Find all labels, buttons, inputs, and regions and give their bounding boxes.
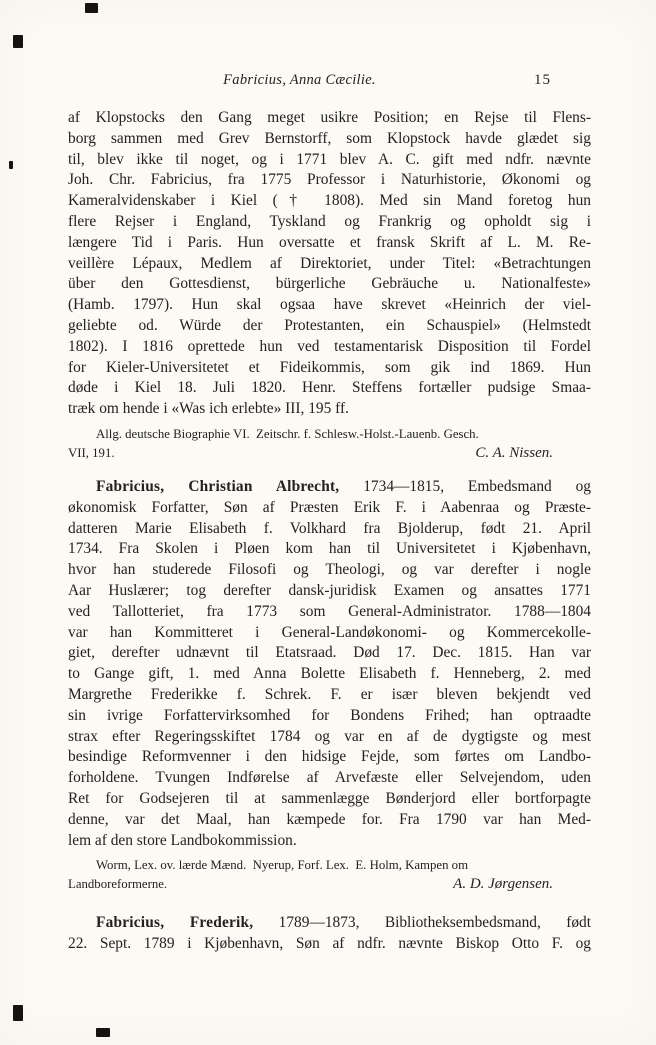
text-line: Aar Huslærer; tog derefter dansk-juridisk Examen og ansattes 1771 <box>68 581 591 599</box>
justified-lines <box>68 498 591 831</box>
text-line: længere Tid i Paris. Hun oversatte et fransk Skrift af L. M. Re- <box>68 233 591 251</box>
scan-artifact <box>9 161 13 169</box>
text-line: af Klopstocks den Gang meget usikre Position; en Rejse til Flens- <box>68 109 591 126</box>
text-line: forholdene. Tvungen Indførelse af Arvefæste eller Selvejendom, uden <box>68 769 591 787</box>
text-line: flere Rejser i England, Tyskland og Frankrig og opholdt sig i <box>68 212 591 230</box>
text-line: lem af den store Landbokommission. <box>68 831 297 849</box>
reference-row <box>68 875 591 894</box>
scan-artifact <box>13 35 23 48</box>
text-line: træk om hende i «Was ich erlebte» III, 195 ff. <box>68 400 349 418</box>
entry-first-line <box>68 913 591 934</box>
text-line: datteren Marie Elisabeth f. Volkhard fra Bjolderup, født 21. April <box>68 519 591 537</box>
text-line: to Gange gift, 1. med Anna Bolette Elisabeth f. Henneberg, 2. med <box>68 665 591 683</box>
reference-line: VII, 191. <box>68 445 115 460</box>
text-line: døde i Kiel 18. Juli 1820. Henr. Steffens fortæller pudsige Smaa- <box>68 379 591 397</box>
entry-first-line-rest: 1789—1873, Bibliotheksembedsmand, født <box>253 914 591 932</box>
text-line: Joh. Chr. Fabricius, fra 1775 Professor i Naturhistorie, Økonomi og <box>68 171 591 189</box>
reference-line: Landboreformerne. <box>68 877 168 892</box>
page-number: 15 <box>534 72 551 88</box>
text-line: sin ivrige Forfattervirksomhed for Bondens Frihed; han optraadte <box>68 706 591 724</box>
running-header <box>68 72 591 92</box>
text-line: borg sammen med Grev Bernstorff, som Klopstock havde glædet sig <box>68 129 591 147</box>
entry-frederik-text <box>68 913 591 955</box>
text-block <box>68 72 591 955</box>
text-line: økonomisk Forfatter, Søn af Præsten Erik F. i Aabenraa og Præste- <box>68 498 591 516</box>
text-line: veillère Lépaux, Medlem af Direktoriet, under Titel: «Betrachtungen <box>68 254 591 272</box>
text-line: über den Gottesdienst, bürgerliche Gebräuche u. Nationalfeste» <box>68 275 591 293</box>
text-line: geliebte od. Würde der Protestanten, ein Schauspiel» (Helmstedt <box>68 316 591 334</box>
text-line: til, blev ikke til noget, og i 1771 blev A. C. gift med ndfr. nævnte <box>68 150 591 168</box>
entry-name-bold: Fabricius, Frederik, <box>96 914 254 932</box>
entry-anna-caecilie-text <box>68 108 591 420</box>
justified-lines <box>68 108 591 399</box>
reference-line: Worm, Lex. ov. lærde Mænd. Nyerup, Forf. Lex. E. Holm, Kampen om <box>96 858 469 873</box>
entry-first-line <box>68 477 591 498</box>
reference-line: Allg. deutsche Biographie VI. Zeitschr. f. Schlesw.-Holst.-Lauenb. Gesch. <box>96 426 479 441</box>
entry-christian-albrecht-references <box>68 856 591 894</box>
reference-row <box>68 444 591 463</box>
entry-anna-caecilie-references <box>68 425 591 463</box>
text-line: denne, var det Maal, han kæmpede for. Fra 1790 var han Med- <box>68 810 591 828</box>
author-signature: A. D. Jørgensen. <box>453 876 553 893</box>
text-line: for Kieler-Universitetet et Fideikommis, som gik ind 1869. Hun <box>68 358 591 376</box>
text-line: (Hamb. 1797). Hun skal ogsaa have skrevet «Heinrich der viel- <box>68 296 591 314</box>
text-line: Margrethe Frederikke f. Schrek. F. er især bleven bekjendt ved <box>68 685 591 703</box>
text-line: 1734. Fra Skolen i Pløen kom han til Universitetet i Kjøbenhavn, <box>68 540 591 558</box>
text-line: strax efter Regeringsskiftet 1784 og var en af de dygtigste og mest <box>68 727 591 745</box>
text-line: giet, derefter udnævnt til Etatsraad. Død 17. Dec. 1815. Han var <box>68 644 591 662</box>
text-line: Kameralvidenskaber i Kiel († 1808). Med sin Mand foretog hun <box>68 192 591 210</box>
text-line: ved Tallotteriet, fra 1773 som General-Administrator. 1788—1804 <box>68 602 591 620</box>
text-line: besindige Reformvenner i den hidsige Fejde, som førtes om Landbo- <box>68 748 591 766</box>
entry-name-bold: Fabricius, Christian Albrecht, <box>96 477 340 495</box>
scan-artifact <box>96 1028 110 1037</box>
text-line: Ret for Godsejeren til at sammenlægge Bønderjord eller bortforpagte <box>68 789 591 807</box>
text-line: 1802). I 1816 oprettede hun ved testamentarisk Disposition til Fordel <box>68 337 591 355</box>
text-line: var han Kommitteret i General-Landøkonomi- og Kommercekolle- <box>68 623 591 641</box>
entry-first-line-rest: 1734—1815, Embedsmand og <box>339 477 591 495</box>
text-line: hvor han studerede Filosofi og Theologi, og var derefter i nogle <box>68 561 591 579</box>
text-line: 22. Sept. 1789 i Kjøbenhavn, Søn af ndfr. nævnte Biskop Otto F. og <box>68 935 591 953</box>
running-header-title: Fabricius, Anna Cæcilie. <box>223 72 376 88</box>
author-signature: C. A. Nissen. <box>475 444 553 461</box>
entry-christian-albrecht-text <box>68 477 591 851</box>
scan-artifact <box>85 3 98 13</box>
scan-artifact <box>13 1005 23 1021</box>
justified-lines <box>68 934 591 955</box>
